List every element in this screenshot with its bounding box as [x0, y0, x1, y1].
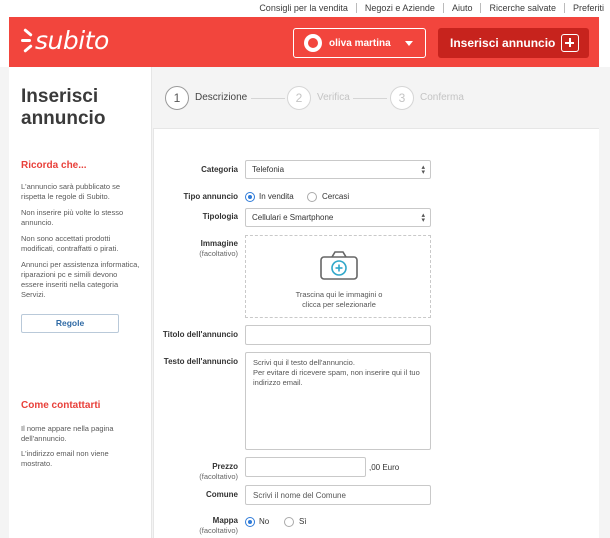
- nav-divider: [480, 3, 481, 13]
- step-label-verifica: Verifica: [317, 92, 350, 103]
- radio-mappa-si-label: Sì: [299, 517, 307, 526]
- tipologia-select[interactable]: [245, 208, 431, 227]
- mappa-label: Mappa: [212, 516, 238, 525]
- prezzo-input[interactable]: [245, 457, 366, 477]
- radio-cercasi[interactable]: [307, 192, 317, 202]
- titolo-label: Titolo dell'annuncio: [162, 330, 238, 339]
- nav-divider: [443, 3, 444, 13]
- textarea-placeholder: Scrivi qui il testo dell'annuncio.: [253, 358, 355, 367]
- nav-link-negozi[interactable]: Negozi e Aziende: [364, 3, 435, 13]
- top-navigation: [0, 0, 610, 17]
- titolo-input[interactable]: [245, 325, 431, 345]
- comune-input[interactable]: Scrivi il nome del Comune: [245, 485, 431, 505]
- reminder-text: Non inserire più volte lo stesso annuncio.: [21, 208, 124, 227]
- prezzo-suffix: ,00 Euro: [369, 463, 400, 472]
- contact-text: Il nome appare nella pagina dell'annuncio.: [21, 424, 114, 443]
- nav-divider: [356, 3, 357, 13]
- logo-text: subito: [35, 26, 109, 55]
- step-number: 1: [165, 86, 189, 110]
- nav-link-aiuto[interactable]: Aiuto: [451, 3, 473, 13]
- dropzone-text: clicca per selezionarle: [302, 300, 376, 309]
- radio-mappa-si[interactable]: [284, 517, 294, 527]
- logo-dash: [23, 28, 33, 37]
- step-label-descrizione: Descrizione: [195, 92, 248, 103]
- reminder-title: Ricorda che...: [21, 160, 87, 171]
- nav-link-preferiti[interactable]: Preferiti: [572, 3, 604, 13]
- rules-button[interactable]: Regole: [21, 314, 119, 333]
- radio-in-vendita[interactable]: [245, 192, 255, 202]
- textarea-placeholder: indirizzo email.: [253, 378, 303, 387]
- categoria-label: Categoria: [201, 165, 238, 174]
- categoria-select[interactable]: [245, 160, 431, 179]
- step-connector: [353, 98, 387, 99]
- prezzo-optional: (facoltativo): [199, 472, 238, 481]
- testo-label: Testo dell'annuncio: [163, 357, 238, 366]
- step-connector: [251, 98, 285, 99]
- site-header: [9, 17, 599, 67]
- immagine-label: Immagine: [200, 239, 238, 248]
- radio-mappa-no-label: No: [259, 517, 270, 526]
- reminder-text: L'annuncio sarà pubblicato se rispetta le regole di Subito.: [21, 182, 121, 201]
- chevron-down-icon: [405, 41, 413, 46]
- comune-label: Comune: [206, 490, 238, 499]
- insert-ad-label: Inserisci annuncio: [450, 36, 556, 50]
- subito-logo[interactable]: [23, 23, 133, 61]
- radio-mappa-no[interactable]: [245, 517, 255, 527]
- step-number: 3: [390, 86, 414, 110]
- testo-textarea[interactable]: [245, 352, 431, 450]
- reminder-text: Non sono accettati prodotti modificati, contraffatti o pirati.: [21, 234, 119, 253]
- categoria-value: Telefonia: [252, 165, 285, 174]
- tipologia-label: Tipologia: [202, 212, 238, 221]
- radio-in-vendita-label: In vendita: [259, 192, 294, 201]
- user-menu-button[interactable]: [293, 28, 426, 58]
- nav-divider: [564, 3, 565, 13]
- radio-cercasi-label: Cercasi: [322, 192, 350, 201]
- dropzone-text: Trascina qui le immagini o: [295, 290, 383, 299]
- select-arrows-icon: ▴ ▾: [421, 164, 425, 176]
- step-label-conferma: Conferma: [420, 92, 464, 103]
- prezzo-label: Prezzo: [212, 462, 238, 471]
- camera-add-icon: [320, 251, 358, 281]
- insert-ad-button[interactable]: [438, 28, 589, 58]
- textarea-placeholder: Per evitare di ricevere spam, non inserire qui il tuo: [253, 368, 420, 377]
- nav-link-consigli[interactable]: Consigli per la vendita: [259, 3, 348, 13]
- reminder-text: Annunci per assistenza informatica, riparazioni pc e simili devono essere inseriti nella categoria Servizi.: [21, 260, 140, 299]
- sidebar: [9, 67, 152, 538]
- page-title: Inserisci annuncio: [21, 86, 106, 129]
- progress-steps: [165, 86, 465, 110]
- step-number: 2: [287, 86, 311, 110]
- contact-title: Come contattarti: [21, 400, 101, 411]
- logo-dash: [23, 44, 33, 53]
- image-dropzone[interactable]: [245, 235, 431, 318]
- mappa-optional: (facoltativo): [199, 526, 238, 535]
- tipologia-value: Cellulari e Smartphone: [252, 213, 334, 222]
- avatar: [304, 34, 322, 52]
- user-name: oliva martina: [329, 37, 391, 49]
- nav-link-ricerche-salvate[interactable]: Ricerche salvate: [489, 3, 556, 13]
- contact-text: L'indirizzo email non viene mostrato.: [21, 449, 109, 468]
- plus-icon: [561, 34, 579, 52]
- tipo-annuncio-label: Tipo annuncio: [183, 192, 238, 201]
- immagine-optional: (facoltativo): [199, 249, 238, 258]
- logo-dash: [21, 39, 31, 42]
- select-arrows-icon: ▴ ▾: [421, 212, 425, 224]
